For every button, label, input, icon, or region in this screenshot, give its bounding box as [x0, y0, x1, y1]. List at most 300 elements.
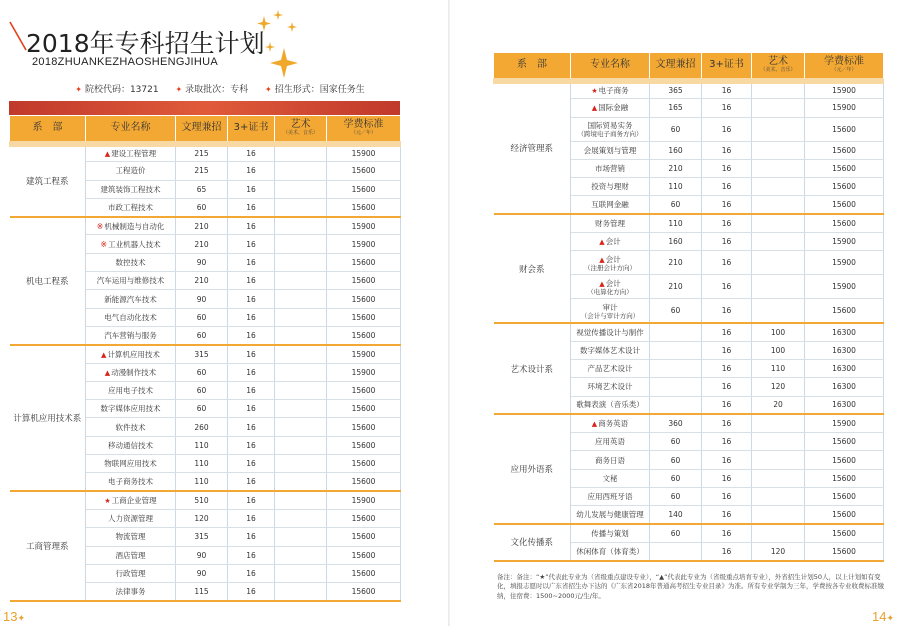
cert-cell: 16 — [228, 363, 275, 381]
fee-cell: 15900 — [805, 233, 884, 251]
major-cell — [86, 381, 176, 399]
art-cell — [275, 144, 327, 162]
art-cell — [275, 381, 327, 399]
fee-cell: 15600 — [327, 180, 401, 198]
major-name: 汽车营销与服务 — [104, 330, 157, 340]
fee-cell: 15900 — [327, 144, 401, 162]
quota-cell: 210 — [650, 275, 702, 299]
quota-cell: 60 — [650, 299, 702, 323]
major-cell — [571, 178, 650, 196]
quota-cell: 90 — [176, 564, 228, 582]
asterisk-mark-icon: ※ — [96, 221, 104, 231]
major-cell — [86, 272, 176, 290]
fee-cell: 15900 — [805, 414, 884, 432]
art-cell — [752, 81, 805, 99]
art-cell: 110 — [752, 359, 805, 377]
major-cell — [571, 141, 650, 159]
major-direction: （会计与审计方向） — [580, 311, 640, 320]
major-name: 应用电子技术 — [108, 386, 153, 395]
fee-cell: 15600 — [805, 524, 884, 542]
art-cell — [275, 326, 327, 344]
quota-cell — [650, 542, 702, 560]
table-header-row — [10, 116, 401, 144]
art-cell — [752, 469, 805, 487]
col-cert: 3+证书 — [702, 53, 752, 81]
sparkle-icon: ✦ — [75, 85, 82, 94]
major-cell — [86, 162, 176, 180]
art-cell — [275, 473, 327, 491]
quota-cell: 120 — [176, 509, 228, 527]
major-name: 新能源汽车技术 — [104, 294, 157, 304]
major-name: 会展策划与管理 — [583, 145, 637, 155]
major-name: 财务管理 — [595, 219, 625, 229]
cert-cell: 16 — [702, 359, 752, 377]
major-cell — [571, 524, 650, 542]
art-cell — [275, 546, 327, 564]
triangle-mark-icon: ▲ — [599, 255, 605, 264]
major-cell — [86, 290, 176, 308]
quota-cell: 140 — [650, 506, 702, 524]
cert-cell: 16 — [228, 144, 275, 162]
table-row — [494, 323, 884, 341]
fee-cell: 15900 — [805, 275, 884, 299]
major-cell — [571, 275, 650, 299]
fee-cell: 15600 — [327, 400, 401, 418]
major-cell — [86, 345, 176, 363]
quota-cell: 60 — [650, 488, 702, 506]
fee-cell: 15600 — [327, 455, 401, 473]
quota-cell — [650, 396, 702, 414]
fee-cell: 15600 — [327, 198, 401, 216]
fee-cell: 16300 — [805, 341, 884, 359]
major-cell — [571, 433, 650, 451]
cert-cell: 16 — [228, 564, 275, 582]
cert-cell: 16 — [702, 469, 752, 487]
art-cell — [275, 180, 327, 198]
major-cell — [571, 214, 650, 232]
art-cell — [752, 524, 805, 542]
col-dept: 系 部 — [494, 53, 571, 81]
fee-cell: 15600 — [327, 418, 401, 436]
major-name: 建设工程管理 — [111, 149, 157, 159]
art-cell — [275, 272, 327, 290]
major-name: 幼儿发展与健康管理 — [576, 510, 644, 520]
quota-cell: 60 — [176, 326, 228, 344]
page-number-left: 13✦ — [3, 609, 26, 624]
quota-cell: 315 — [176, 345, 228, 363]
quota-cell: 90 — [176, 253, 228, 271]
major-cell — [86, 473, 176, 491]
table-row — [494, 214, 884, 232]
col-major: 专业名称 — [86, 116, 176, 144]
major-name: 数字媒体艺术设计 — [580, 345, 640, 355]
cert-cell: 16 — [702, 299, 752, 323]
art-cell — [275, 235, 327, 253]
triangle-mark-icon: ▲ — [591, 420, 598, 429]
art-cell — [752, 159, 805, 177]
cert-cell: 16 — [228, 418, 275, 436]
table-row — [494, 524, 884, 542]
art-cell — [752, 414, 805, 432]
fee-cell: 15900 — [327, 345, 401, 363]
art-cell — [275, 290, 327, 308]
cert-cell: 16 — [702, 214, 752, 232]
cert-cell: 16 — [228, 473, 275, 491]
fee-cell: 15600 — [327, 509, 401, 527]
major-cell — [571, 99, 650, 117]
sparkle-stars-icon — [248, 8, 318, 78]
major-cell — [571, 117, 650, 141]
major-name: 工程造价 — [115, 166, 146, 176]
dept-cell: 财会系 — [494, 214, 571, 323]
fee-cell: 15600 — [805, 141, 884, 159]
quota-cell: 110 — [650, 178, 702, 196]
major-cell — [86, 455, 176, 473]
header-band — [9, 101, 400, 115]
major-cell — [571, 341, 650, 359]
major-cell — [571, 323, 650, 341]
cert-cell: 16 — [228, 235, 275, 253]
right-plan-table — [493, 52, 884, 562]
art-cell — [275, 583, 327, 601]
fee-cell: 15600 — [327, 583, 401, 601]
major-cell — [571, 359, 650, 377]
asterisk-mark-icon: ※ — [100, 239, 108, 249]
quota-cell — [650, 359, 702, 377]
fee-cell: 15900 — [327, 491, 401, 509]
major-cell — [86, 528, 176, 546]
major-name: 人力资源管理 — [108, 514, 153, 524]
cert-cell: 16 — [702, 378, 752, 396]
major-cell — [86, 546, 176, 564]
art-cell — [752, 433, 805, 451]
cert-cell: 16 — [702, 396, 752, 414]
art-cell — [275, 509, 327, 527]
sparkle-icon: ✦ — [265, 85, 272, 94]
info-batch: ✦ 录取批次：专科 — [175, 85, 249, 95]
table-row — [10, 491, 401, 509]
major-cell — [86, 198, 176, 216]
quota-cell: 315 — [176, 528, 228, 546]
art-cell — [752, 196, 805, 214]
cert-cell: 16 — [702, 341, 752, 359]
major-cell — [86, 180, 176, 198]
major-name: 文秘 — [602, 473, 618, 483]
major-cell — [571, 196, 650, 214]
quota-cell: 110 — [176, 436, 228, 454]
major-cell — [86, 400, 176, 418]
quota-cell: 60 — [176, 363, 228, 381]
cert-cell: 16 — [702, 433, 752, 451]
cert-cell: 16 — [702, 141, 752, 159]
major-name: 工商企业管理 — [111, 496, 157, 506]
art-cell — [752, 233, 805, 251]
cert-cell: 16 — [228, 583, 275, 601]
school-info — [0, 82, 440, 95]
cert-cell: 16 — [702, 524, 752, 542]
fee-cell: 15600 — [805, 488, 884, 506]
major-name: 移动通信技术 — [108, 440, 153, 450]
left-plan-table — [9, 115, 401, 602]
quota-cell: 60 — [650, 524, 702, 542]
quota-cell: 210 — [176, 217, 228, 235]
major-name: 机械制造与自动化 — [104, 221, 165, 231]
cert-cell: 16 — [228, 528, 275, 546]
major-cell — [86, 509, 176, 527]
cert-cell: 16 — [702, 81, 752, 99]
art-cell — [752, 451, 805, 469]
major-name: 电子商务技术 — [108, 477, 153, 487]
major-name: 汽车运用与维修技术 — [96, 276, 165, 286]
fee-cell: 15600 — [805, 451, 884, 469]
art-cell — [275, 198, 327, 216]
quota-cell: 365 — [650, 81, 702, 99]
fee-cell: 15600 — [805, 506, 884, 524]
cert-cell: 16 — [228, 509, 275, 527]
art-cell — [275, 162, 327, 180]
major-name: 法律事务 — [115, 587, 146, 597]
major-name: 商务日语 — [595, 455, 625, 465]
major-cell — [571, 299, 650, 323]
major-cell — [571, 81, 650, 99]
table-row — [10, 144, 401, 162]
triangle-mark-icon: ▲ — [104, 368, 111, 377]
major-name: 物流管理 — [115, 532, 146, 542]
major-cell — [86, 217, 176, 235]
cert-cell: 16 — [228, 326, 275, 344]
cert-cell: 16 — [702, 451, 752, 469]
major-name: 国际金融 — [598, 103, 629, 113]
quota-cell: 110 — [176, 473, 228, 491]
major-name: 互联网金融 — [591, 200, 629, 210]
major-name: 传播与策划 — [591, 529, 629, 539]
col-cert: 3+证书 — [228, 116, 275, 144]
major-name: 动漫制作技术 — [111, 367, 157, 377]
fee-cell: 15600 — [327, 436, 401, 454]
table-row — [494, 81, 884, 99]
major-name: 工业机器人技术 — [108, 239, 161, 249]
page-title: 2018年专科招生计划 — [26, 29, 265, 58]
cert-cell: 16 — [228, 180, 275, 198]
cert-cell: 16 — [702, 506, 752, 524]
major-cell — [571, 251, 650, 275]
fee-cell: 15600 — [805, 159, 884, 177]
right-page — [450, 0, 900, 626]
art-cell — [275, 345, 327, 363]
fee-cell: 16300 — [805, 323, 884, 341]
quota-cell: 65 — [176, 180, 228, 198]
cert-cell: 16 — [228, 436, 275, 454]
fee-cell: 15600 — [805, 196, 884, 214]
quota-cell — [650, 378, 702, 396]
art-cell: 20 — [752, 396, 805, 414]
major-name: 歌舞表演（音乐类） — [576, 400, 644, 410]
quota-cell: 360 — [650, 414, 702, 432]
cert-cell: 16 — [228, 272, 275, 290]
major-name: 环境艺术设计 — [587, 382, 633, 392]
major-name: 行政管理 — [115, 568, 146, 578]
major-cell — [571, 396, 650, 414]
dept-cell: 机电工程系 — [10, 217, 86, 345]
cert-cell: 16 — [228, 253, 275, 271]
quota-cell: 115 — [176, 583, 228, 601]
art-cell — [752, 141, 805, 159]
dept-cell: 建筑工程系 — [10, 144, 86, 217]
dept-cell: 文化传播系 — [494, 524, 571, 561]
quota-cell: 60 — [176, 381, 228, 399]
fee-cell: 16300 — [805, 396, 884, 414]
major-name: 数字媒体应用技术 — [100, 404, 161, 414]
cert-cell: 16 — [228, 400, 275, 418]
major-name: 产品艺术设计 — [587, 364, 633, 374]
art-cell — [752, 178, 805, 196]
quota-cell: 60 — [176, 198, 228, 216]
cert-cell: 16 — [702, 178, 752, 196]
table-row — [494, 414, 884, 432]
quota-cell — [650, 323, 702, 341]
table-row — [10, 345, 401, 363]
cert-cell: 16 — [228, 198, 275, 216]
major-name: 酒店管理 — [115, 550, 146, 560]
major-cell — [86, 436, 176, 454]
fee-cell: 15900 — [327, 235, 401, 253]
major-name: 会计 — [605, 278, 621, 288]
fee-cell: 15600 — [805, 214, 884, 232]
fee-cell: 15900 — [805, 81, 884, 99]
quota-cell: 260 — [176, 418, 228, 436]
cert-cell: 16 — [228, 308, 275, 326]
dept-cell: 经济管理系 — [494, 81, 571, 215]
art-cell — [752, 299, 805, 323]
major-cell — [571, 451, 650, 469]
fee-cell: 16300 — [805, 378, 884, 396]
art-cell — [275, 363, 327, 381]
art-cell: 100 — [752, 341, 805, 359]
cert-cell: 16 — [228, 455, 275, 473]
art-cell — [275, 308, 327, 326]
cert-cell: 16 — [702, 159, 752, 177]
art-cell — [752, 117, 805, 141]
page-number-right: 14✦ — [871, 609, 894, 624]
fee-cell: 15600 — [327, 528, 401, 546]
major-cell — [571, 542, 650, 560]
star-mark-icon: ★ — [591, 87, 598, 96]
dept-cell: 应用外语系 — [494, 414, 571, 524]
quota-cell: 215 — [176, 144, 228, 162]
cert-cell: 16 — [702, 542, 752, 560]
major-direction: （电算化方向） — [587, 287, 633, 296]
quota-cell: 210 — [650, 159, 702, 177]
major-name: 市政工程技术 — [108, 202, 153, 212]
quota-cell: 60 — [650, 196, 702, 214]
art-cell — [752, 99, 805, 117]
col-dept: 系 部 — [10, 116, 86, 144]
quota-cell: 110 — [176, 455, 228, 473]
cert-cell: 16 — [228, 217, 275, 235]
info-form: ✦ 招生形式：国家任务生 — [265, 85, 365, 95]
major-cell — [571, 378, 650, 396]
fee-cell: 15600 — [327, 290, 401, 308]
major-name: 会计 — [605, 237, 621, 247]
fee-cell: 15600 — [327, 162, 401, 180]
major-cell — [86, 363, 176, 381]
fee-cell: 15600 — [805, 117, 884, 141]
col-fee: 学费标准 （元／年） — [327, 116, 401, 144]
cert-cell: 16 — [228, 345, 275, 363]
major-cell — [86, 491, 176, 509]
quota-cell: 60 — [650, 117, 702, 141]
cert-cell: 16 — [702, 414, 752, 432]
art-cell — [275, 400, 327, 418]
cert-cell: 16 — [702, 99, 752, 117]
major-name: 投资与理财 — [591, 182, 629, 192]
fee-cell: 15900 — [327, 217, 401, 235]
cert-cell: 16 — [702, 251, 752, 275]
quota-cell: 90 — [176, 546, 228, 564]
art-cell — [275, 455, 327, 473]
major-cell — [571, 469, 650, 487]
dept-cell: 工商管理系 — [10, 491, 86, 601]
fee-cell: 15600 — [805, 178, 884, 196]
cert-cell: 16 — [228, 491, 275, 509]
quota-cell: 60 — [650, 433, 702, 451]
cert-cell: 16 — [228, 290, 275, 308]
fee-cell: 15600 — [327, 473, 401, 491]
major-cell — [571, 159, 650, 177]
quota-cell: 210 — [176, 272, 228, 290]
art-cell — [275, 253, 327, 271]
major-name: 软件技术 — [115, 422, 146, 432]
quota-cell: 215 — [176, 162, 228, 180]
col-fee: 学费标准 （元／年） — [805, 53, 884, 81]
major-name: 视觉传播设计与制作 — [576, 327, 644, 337]
table-header-row — [494, 53, 884, 81]
sparkle-icon: ✦ — [175, 85, 183, 94]
major-cell — [86, 418, 176, 436]
table-row — [10, 217, 401, 235]
major-cell — [86, 308, 176, 326]
art-cell — [275, 528, 327, 546]
page-subtitle: 2018ZHUANKEZHAOSHENGJIHUA — [32, 56, 218, 68]
fee-cell: 15600 — [805, 469, 884, 487]
art-cell — [275, 491, 327, 509]
quota-cell: 110 — [650, 214, 702, 232]
cert-cell: 16 — [702, 233, 752, 251]
cert-cell: 16 — [228, 381, 275, 399]
major-cell — [86, 326, 176, 344]
fee-cell: 15600 — [327, 326, 401, 344]
star-mark-icon: ★ — [104, 497, 111, 506]
quota-cell: 60 — [650, 451, 702, 469]
major-cell — [571, 414, 650, 432]
col-art: 艺术 （美术、音乐） — [275, 116, 327, 144]
cert-cell: 16 — [702, 488, 752, 506]
art-cell — [275, 418, 327, 436]
dept-cell: 计算机应用技术系 — [10, 345, 86, 491]
major-name: 应用英语 — [595, 437, 625, 447]
fee-cell: 15600 — [805, 299, 884, 323]
art-cell — [275, 564, 327, 582]
major-cell — [571, 233, 650, 251]
sparkle-icon: ✦ — [17, 613, 26, 623]
major-cell — [86, 144, 176, 162]
major-name: 电子商务 — [598, 86, 629, 96]
dept-cell: 艺术设计系 — [494, 323, 571, 414]
quota-cell: 210 — [650, 251, 702, 275]
col-art: 艺术 （美术、音乐） — [752, 53, 805, 81]
col-quota: 文理兼招 — [176, 116, 228, 144]
art-cell — [275, 217, 327, 235]
